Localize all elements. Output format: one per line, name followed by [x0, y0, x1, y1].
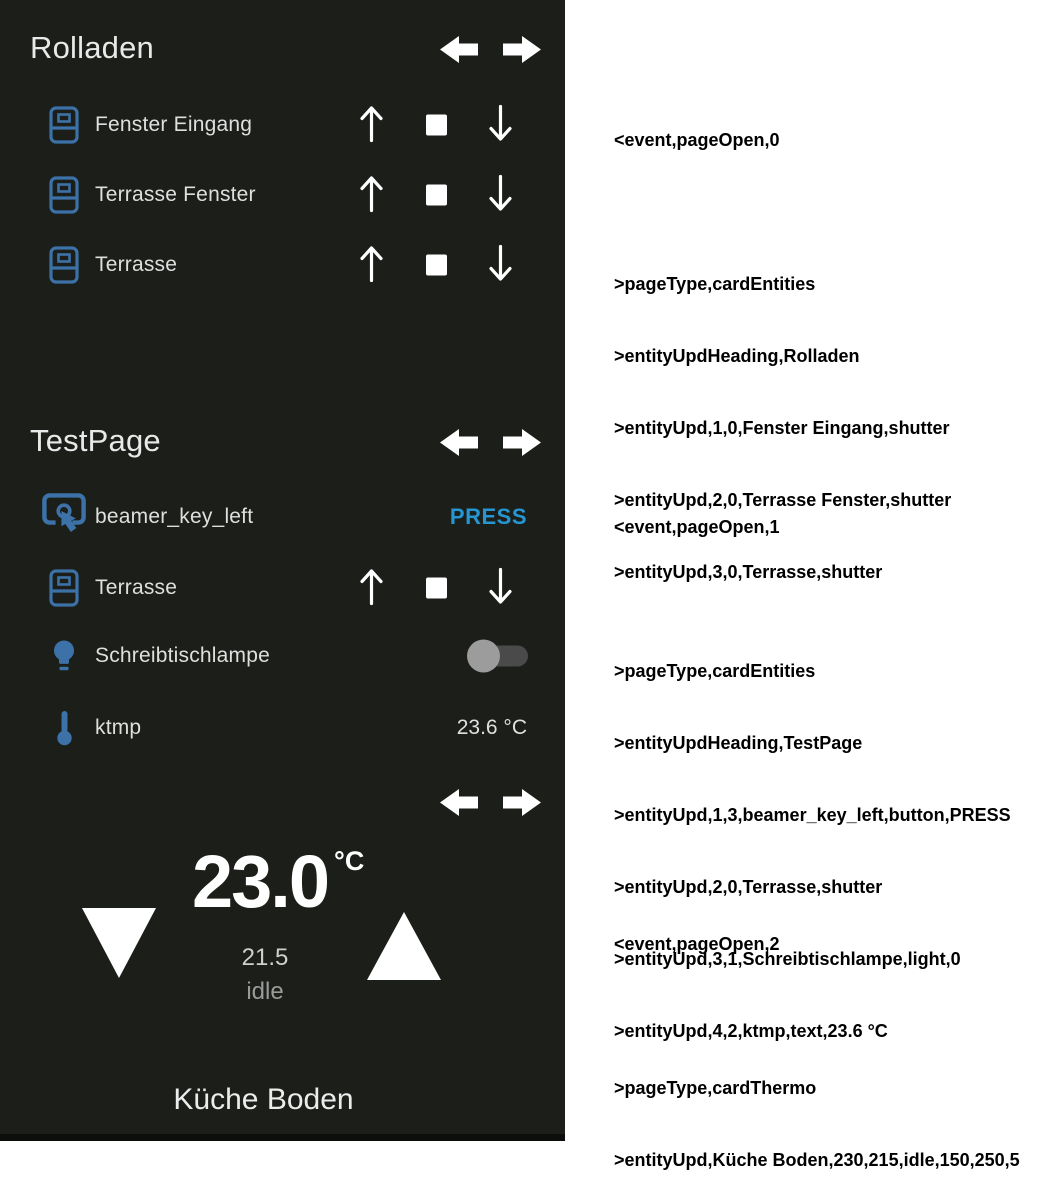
lightbulb-icon [42, 640, 86, 673]
entity-label: Fenster Eingang [95, 113, 253, 136]
temp-up-icon[interactable] [367, 912, 441, 980]
entity-label: Schreibtischlampe [95, 644, 270, 667]
protocol-line [614, 587, 1011, 611]
protocol-line: >pageType,cardThermo [614, 1078, 817, 1098]
protocol-line: >entityUpd,4,2,ktmp,text,23.6 °C [614, 1021, 888, 1041]
temp-down-icon[interactable] [82, 908, 156, 978]
thermostat-name: Küche Boden [173, 1083, 354, 1116]
entity-row [0, 95, 565, 155]
entity-label: ktmp [95, 716, 142, 739]
protocol-line: >entityUpd,3,1,Schreibtischlampe,light,0 [614, 949, 961, 969]
next-page-icon[interactable] [503, 787, 541, 818]
entity-row [0, 698, 565, 758]
protocol-line: >entityUpdHeading,TestPage [614, 733, 863, 753]
shutter-stop-icon[interactable] [426, 255, 447, 276]
entity-label: Terrasse [95, 576, 178, 599]
shutter-stop-icon[interactable] [426, 578, 447, 599]
shutter-up-icon[interactable] [358, 104, 385, 147]
entity-row [0, 626, 565, 686]
entity-label: Terrasse Fenster [95, 183, 256, 206]
protocol-line: >pageType,cardEntities [614, 661, 816, 681]
next-page-icon[interactable] [503, 427, 541, 458]
protocol-line: >entityUpd,1,3,beamer_key_left,button,PRESS [614, 805, 1011, 825]
light-toggle[interactable] [467, 640, 528, 673]
entity-label: beamer_key_left [95, 505, 254, 528]
protocol-line [614, 1004, 1020, 1028]
protocol-block-page2 [614, 884, 1020, 1196]
protocol-line: >entityUpd,1,0,Fenster Eingang,shutter [614, 418, 950, 438]
window-shutter-icon [42, 569, 86, 607]
shutter-stop-icon[interactable] [426, 185, 447, 206]
temp-unit: °C [334, 846, 365, 876]
shutter-up-icon[interactable] [358, 174, 385, 217]
protocol-line: >entityUpd,3,0,Terrasse,shutter [614, 562, 883, 582]
protocol-line: <event,pageOpen,1 [614, 517, 780, 537]
prev-page-icon[interactable] [440, 787, 478, 818]
protocol-line: >entityUpdHeading,Rolladen [614, 346, 860, 366]
protocol-line: >pageType,cardEntities [614, 274, 816, 294]
window-shutter-icon [42, 176, 86, 214]
protocol-line: <event,pageOpen,2 [614, 934, 780, 954]
entity-row [0, 165, 565, 225]
entity-row [0, 235, 565, 295]
shutter-down-icon[interactable] [487, 244, 514, 287]
target-temp: 21.5 [241, 944, 289, 971]
entity-row [0, 558, 565, 618]
page-title-rolladen: Rolladen [30, 30, 154, 65]
shutter-down-icon[interactable] [487, 174, 514, 217]
shutter-stop-icon[interactable] [426, 115, 447, 136]
entity-label: Terrasse [95, 253, 178, 276]
window-shutter-icon [42, 106, 86, 144]
prev-page-icon[interactable] [440, 34, 478, 65]
protocol-line: >entityUpd,2,0,Terrasse Fenster,shutter [614, 490, 952, 510]
window-shutter-icon [42, 246, 86, 284]
shutter-down-icon[interactable] [487, 104, 514, 147]
thermometer-icon [42, 710, 86, 746]
protocol-line [614, 200, 951, 224]
sensor-value: 23.6 °C [456, 716, 527, 739]
protocol-line: >entityUpd,Küche Boden,230,215,idle,150,250,5 [614, 1150, 1020, 1170]
shutter-up-icon[interactable] [358, 244, 385, 287]
current-temp-value: 23.0 [192, 840, 329, 923]
toggle-knob [467, 640, 500, 673]
prev-page-icon[interactable] [440, 427, 478, 458]
protocol-line: >entityUpd,2,0,Terrasse,shutter [614, 877, 883, 897]
shutter-down-icon[interactable] [487, 567, 514, 610]
page-title-testpage: TestPage [30, 423, 161, 458]
next-page-icon[interactable] [503, 34, 541, 65]
hvac-state: idle [246, 978, 284, 1005]
gesture-tap-button-icon [42, 493, 86, 541]
entity-row [0, 487, 565, 547]
shutter-up-icon[interactable] [358, 567, 385, 610]
screen-bezel [0, 1134, 565, 1141]
press-button[interactable]: PRESS [449, 504, 527, 529]
protocol-line: <event,pageOpen,0 [614, 130, 780, 150]
current-temp [192, 840, 365, 923]
